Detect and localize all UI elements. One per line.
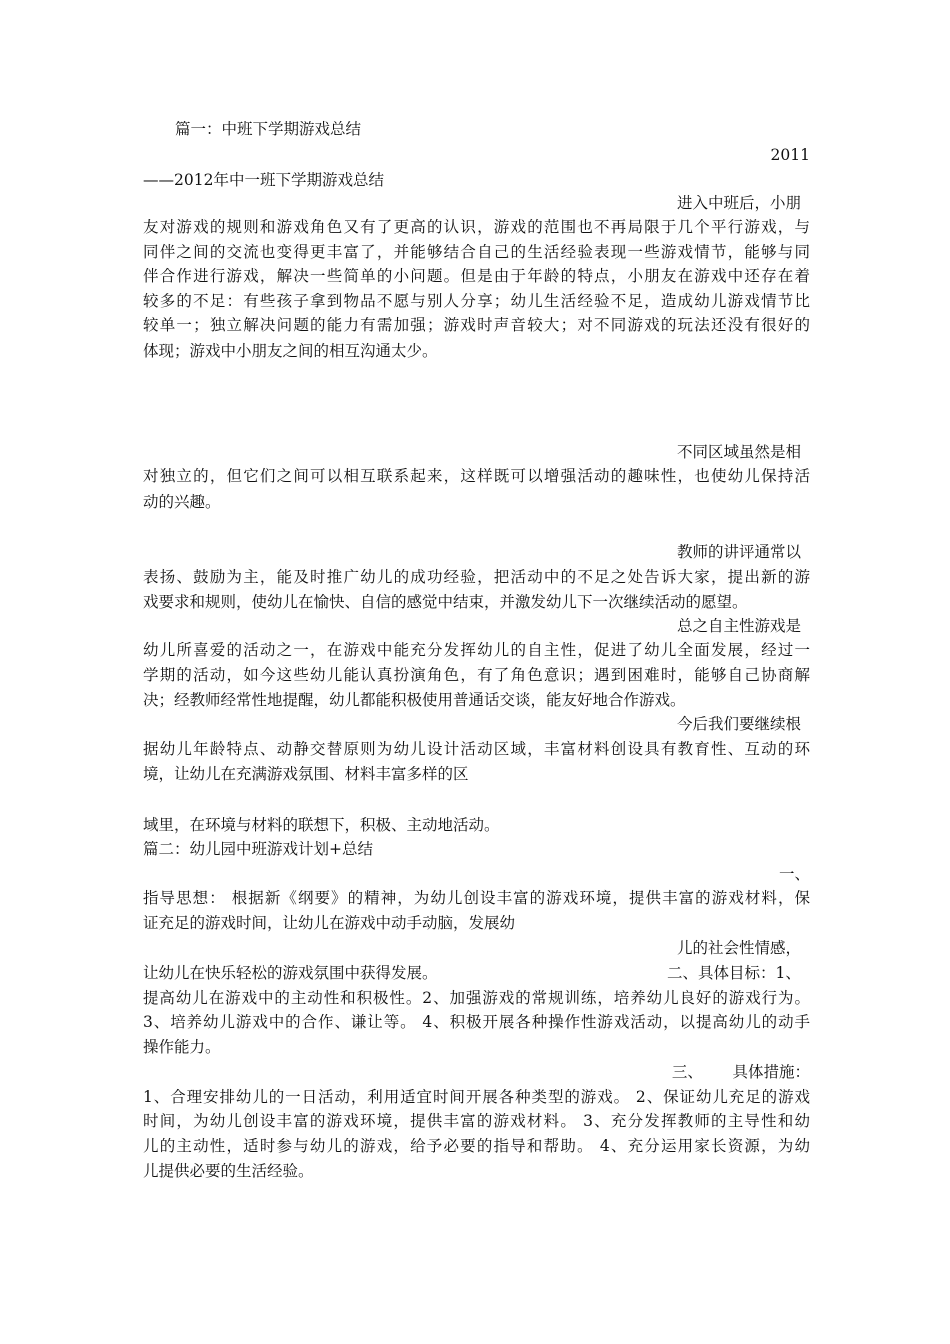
paragraph-4-start: 总之自主性游戏是 xyxy=(677,617,802,635)
goals-line: 3、培养幼儿游戏中的合作、谦让等。 4、积极开展各种操作性游戏活动，以提高幼儿的动手 xyxy=(143,1013,810,1031)
paragraph-5-line: 域里，在环境与材料的联想下，积极、主动地活动。 xyxy=(143,816,500,834)
measures-heading: 三、 具体措施： xyxy=(671,1063,810,1081)
paragraph-3-line: 表扬、鼓励为主，能及时推广幼儿的成功经验，把活动中的不足之处告诉大家，提出新的游 xyxy=(143,568,810,586)
paragraph-2-line: 动的兴趣。 xyxy=(143,493,221,511)
section-2-title: 篇二：幼儿园中班游戏计划+总结 xyxy=(143,840,373,858)
goals-heading: 二、具体目标：1、 xyxy=(667,964,801,982)
measures-line: 儿的主动性，适时参与幼儿的游戏，给予必要的指导和帮助。 4、充分运用家长资源，为幼 xyxy=(143,1137,810,1155)
guiding-thought-line: 指导思想： 根据新《纲要》的精神，为幼儿创设丰富的游戏环境，提供丰富的游戏材料，保 xyxy=(143,889,810,907)
goals-line: 提高幼儿在游戏中的主动性和积极性。2、加强游戏的常规训练，培养幼儿良好的游戏行为。 xyxy=(143,989,810,1007)
paragraph-5-line: 境，让幼儿在充满游戏氛围、材料丰富多样的区 xyxy=(143,765,469,783)
paragraph-1-line: 较单一；独立解决问题的能力有需加强；游戏时声音较大；对不同游戏的玩法还没有很好的 xyxy=(143,316,810,334)
measures-line: 儿提供必要的生活经验。 xyxy=(143,1162,314,1180)
paragraph-1-line: 体现；游戏中小朋友之间的相互沟通太少。 xyxy=(143,342,438,360)
measures-line: 时间，为幼儿创设丰富的游戏环境，提供丰富的游戏材料。 3、充分发挥教师的主导性和幼 xyxy=(143,1112,810,1130)
paragraph-2-line: 对独立的，但它们之间可以相互联系起来，这样既可以增强活动的趣味性，也使幼儿保持活 xyxy=(143,467,810,485)
paragraph-1-line: 较多的不足：有些孩子拿到物品不愿与别人分享；幼儿生活经验不足，造成幼儿游戏情节比 xyxy=(143,292,810,310)
goals-line: 操作能力。 xyxy=(143,1038,221,1056)
guiding-thought-line: 证充足的游戏时间，让幼儿在游戏中动手动脑，发展幼 xyxy=(143,914,516,932)
paragraph-5-line: 据幼儿年龄特点、动静交替原则为幼儿设计活动区域，丰富材料创设具有教育性、互动的环 xyxy=(143,740,810,758)
subtitle: ——2012年中一班下学期游戏总结 xyxy=(143,171,384,189)
paragraph-1-start: 进入中班后，小朋 xyxy=(677,194,802,212)
paragraph-1-line: 友对游戏的规则和游戏角色又有了更高的认识，游戏的范围也不再局限于几个平行游戏，与 xyxy=(143,218,810,236)
guiding-thought-line: 儿的社会性情感， xyxy=(677,939,802,957)
paragraph-1-line: 伴合作进行游戏，解决一些简单的小问题。但是由于年龄的特点，小朋友在游戏中还存在着 xyxy=(143,267,810,285)
paragraph-4-line: 决；经教师经常性地提醒，幼儿都能积极使用普通话交谈，能友好地合作游戏。 xyxy=(143,691,686,709)
paragraph-3-line: 戏要求和规则，使幼儿在愉快、自信的感觉中结束，并激发幼儿下一次继续活动的愿望。 xyxy=(143,593,748,611)
item-one-marker: 一、 xyxy=(778,865,810,883)
guiding-thought-end: 让幼儿在快乐轻松的游戏氛围中获得发展。 xyxy=(143,964,438,982)
paragraph-3-start: 教师的讲评通常以 xyxy=(677,543,802,561)
year-label: 2011 xyxy=(770,146,810,164)
paragraph-4-line: 幼儿所喜爱的活动之一，在游戏中能充分发挥幼儿的自主性，促进了幼儿全面发展，经过一 xyxy=(143,641,810,659)
paragraph-1-line: 同伴之间的交流也变得更丰富了，并能够结合自己的生活经验表现一些游戏情节，能够与同 xyxy=(143,243,810,261)
paragraph-4-line: 学期的活动，如今这些幼儿能认真扮演角色，有了角色意识；遇到困难时，能够自己协商解 xyxy=(143,666,810,684)
paragraph-5-start: 今后我们要继续根 xyxy=(677,715,802,733)
measures-line: 1、合理安排幼儿的一日活动，利用适宜时间开展各种类型的游戏。 2、保证幼儿充足的游戏 xyxy=(143,1088,810,1106)
section-1-title: 篇一：中班下学期游戏总结 xyxy=(175,120,362,138)
paragraph-2-start: 不同区域虽然是相 xyxy=(677,443,802,461)
